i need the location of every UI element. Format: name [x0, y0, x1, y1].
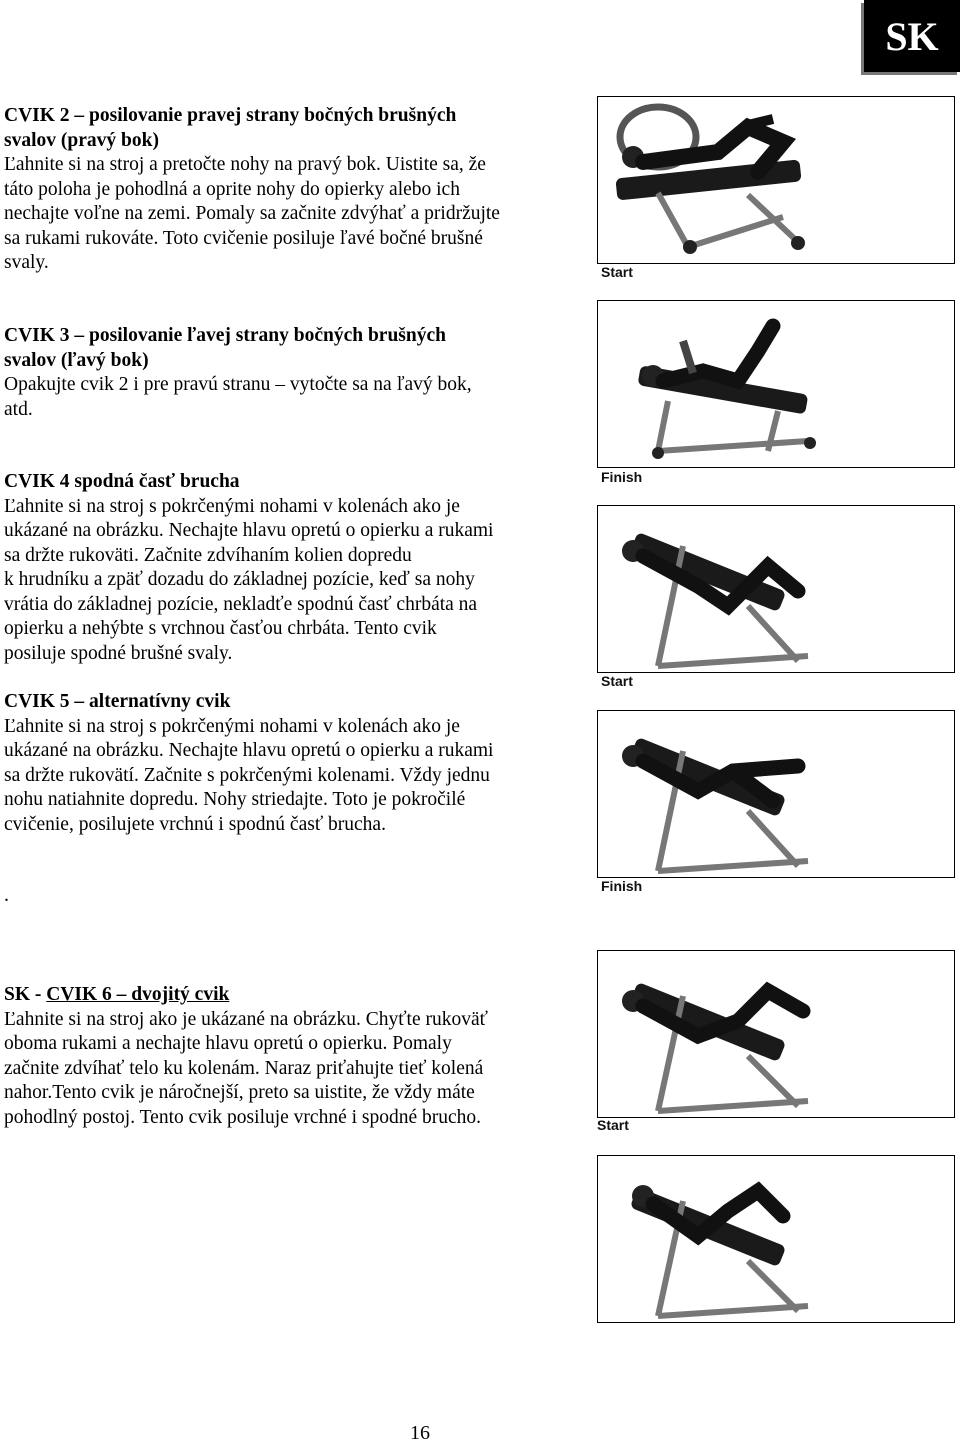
body-line: k hrudníku a zpäť dozadu do základnej pozície, keď sa nohy	[4, 569, 475, 590]
figure-caption: Start	[601, 264, 633, 280]
bench-figure-icon	[598, 1156, 954, 1322]
body-line: ukázané na obrázku. Nechajte hlavu opretú o opierku a rukami	[4, 520, 494, 541]
section-title: CVIK 5 – alternatívny cvik	[4, 691, 231, 712]
section-title	[4, 983, 488, 1008]
body-line: posiluje spodné brušné svaly.	[4, 642, 233, 664]
stray-dot: .	[4, 884, 9, 906]
body-line: sa držte rukoväti. Začnite zdvíhaním kolien dopredu	[4, 544, 412, 566]
bench-figure-icon	[598, 301, 954, 467]
body-line: svaly.	[4, 252, 49, 273]
body-line: Ľahnite si na stroj ako je ukázané na obrázku. Chyťte rukoväť	[4, 1008, 488, 1030]
body-line: oboma rukami a nechajte hlavu opretú o opierku. Pomaly	[4, 1033, 452, 1054]
body-line: začnite zdvíhať telo ku kolenám. Naraz priťahujte tieť kolená	[4, 1057, 484, 1079]
exercise-figure-5	[597, 950, 955, 1118]
bench-figure-icon	[598, 97, 954, 263]
figure-caption: Finish	[601, 878, 643, 894]
exercise-figure-2	[597, 300, 955, 468]
figure-caption: Finish	[601, 469, 643, 485]
body-line: ukázané na obrázku. Nechajte hlavu opretú o opierku a rukami	[4, 740, 494, 761]
body-line: Opakujte cvik 2 i pre pravú stranu – vytočte sa na ľavý bok,	[4, 374, 472, 395]
section-title: svalov (ľavý bok)	[4, 349, 149, 371]
bench-figure-icon	[598, 711, 954, 877]
body-line: atd.	[4, 398, 33, 420]
section-title: CVIK 3 – posilovanie ľavej strany bočných brušných	[4, 325, 446, 346]
section-title: CVIK 2 – posilovanie pravej strany bočných brušných	[4, 105, 457, 126]
exercise-figure-4	[597, 710, 955, 878]
body-line: sa rukami rukováte. Toto cvičenie posiluje ľavé bočné brušné	[4, 227, 483, 249]
body-line: nahor.Tento cvik je náročnejší, preto sa uistite, že vždy máte	[4, 1082, 475, 1103]
section-title: svalov (pravý bok)	[4, 129, 159, 151]
page-number: 16	[410, 1422, 430, 1444]
bench-figure-icon	[598, 951, 954, 1117]
exercise-figure-3	[597, 505, 955, 673]
body-line: Ľahnite si na stroj s pokrčenými nohami v kolenách ako je	[4, 715, 460, 737]
section-cvik-6	[4, 983, 488, 1130]
exercise-figure-1	[597, 96, 955, 264]
body-line: Ľahnite si na stroj a pretočte nohy na pravý bok. Uistite sa, že	[4, 154, 486, 175]
figure-caption: Start	[601, 673, 633, 689]
section-cvik-4	[4, 470, 493, 666]
language-badge: SK	[864, 0, 960, 72]
body-line: nechajte voľne na zemi. Pomaly sa začnite zdvýhať a pridržujte	[4, 203, 500, 224]
figure-caption: Start	[597, 1117, 629, 1133]
bench-figure-icon	[598, 506, 954, 672]
body-line: opierku a nehýbte s vrchnou časťou chrbáta. Tento cvik	[4, 618, 437, 639]
body-line: Ľahnite si na stroj s pokrčenými nohami v kolenách ako je	[4, 495, 460, 517]
body-line: sa držte rukovätí. Začnite s pokrčenými kolenami. Vždy jednu	[4, 764, 490, 786]
title-prefix: SK -	[4, 984, 47, 1005]
section-cvik-2	[4, 104, 500, 276]
title-underlined: CVIK 6 – dvojitý cvik	[46, 984, 230, 1005]
section-cvik-5	[4, 690, 493, 837]
body-line: nohu natiahnite dopredu. Nohy striedajte. Toto je pokročilé	[4, 789, 466, 810]
section-cvik-3	[4, 324, 472, 422]
body-line: vrátia do základnej pozície, nekladťe spodnú časť chrbáta na	[4, 593, 478, 615]
body-line: pohodlný postoj. Tento cvik posiluje vrchné i spodné brucho.	[4, 1106, 482, 1128]
body-line: táto poloha je pohodlná a oprite nohy do opierky alebo ich	[4, 178, 460, 200]
exercise-figure-6	[597, 1155, 955, 1323]
body-line: cvičenie, posilujete vrchnú i spodnú časť brucha.	[4, 813, 386, 835]
section-title: CVIK 4 spodná časť brucha	[4, 471, 240, 492]
